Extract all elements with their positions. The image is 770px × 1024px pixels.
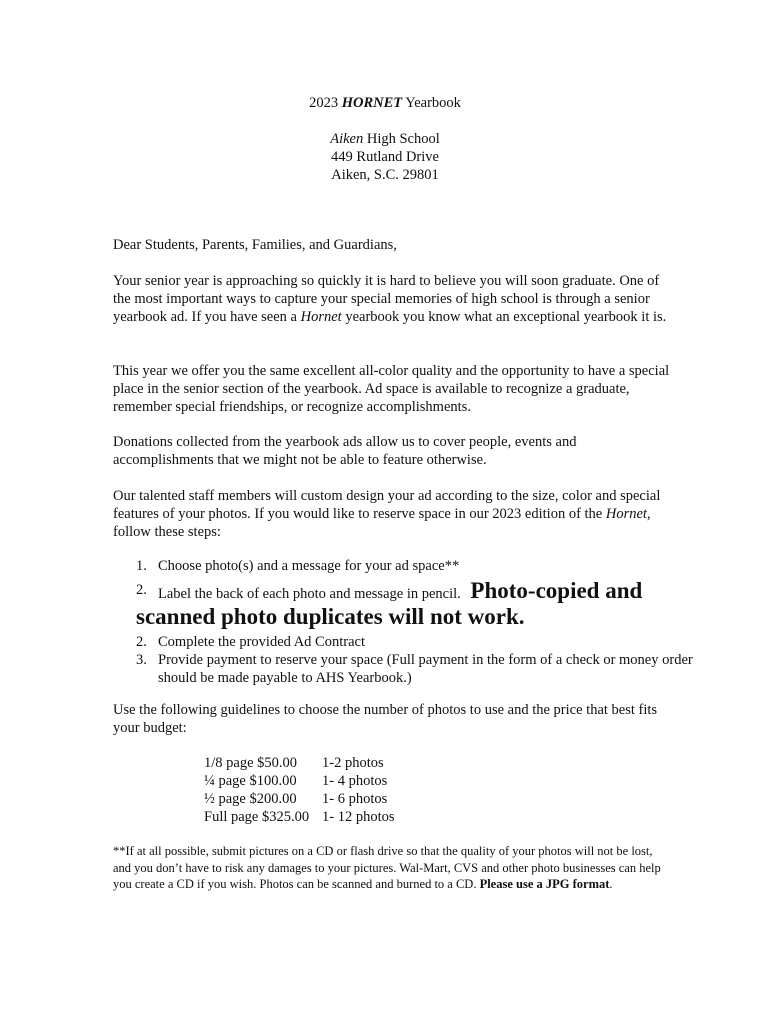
paragraph-staff <box>113 487 673 541</box>
table-row <box>204 772 395 790</box>
list-item <box>136 651 696 687</box>
price-size: 1/8 page $50.00 <box>204 755 298 771</box>
p4-text-a: Our talented staff members will custom design your ad according to the size, color and special features of your photos. If you would like to reserve space in our 2023 edition of the <box>113 488 661 522</box>
paragraph-offer: This year we offer you the same excellent all-color quality and the opportunity to have a special place in the senior section of the yearbook. Ad space is available to recognize a graduate, remember special friendships, or recognize accomplishments. <box>113 363 670 415</box>
table-row <box>204 754 395 772</box>
step-text: Provide payment to reserve your space (Full payment in the form of a check or money order should be made payable to AHS Yearbook.) <box>158 652 693 686</box>
step-number: 1. <box>136 558 147 574</box>
p4-text-b: , follow these steps: <box>113 506 651 540</box>
table-row <box>204 790 395 808</box>
school-name-rest: High School <box>366 131 440 147</box>
salutation: Dear Students, Parents, Families, and Guardians, <box>113 237 397 253</box>
step-emphasis-b: scanned photo duplicates will not work. <box>136 604 525 629</box>
footnote-bold: Please use a JPG format <box>479 877 610 891</box>
paragraph-intro <box>113 272 673 326</box>
step-text: Choose photo(s) and a message for your ad space** <box>158 558 460 574</box>
footnote-text: **If at all possible, submit pictures on a CD or flash drive so that the quality of your photos will not be lost, and you don’t have to risk any damages to your pictures. Wal-Mart, CVS and other photo businesses can help you create a CD if you wish. Photos can be scanned and burned to a CD. <box>113 844 661 891</box>
steps-list <box>136 557 696 687</box>
step-number: 2. <box>136 634 147 650</box>
price-size: Full page $325.00 <box>204 809 310 825</box>
step-number: 2. <box>136 582 147 598</box>
list-item <box>136 577 696 604</box>
price-photos: 1- 12 photos <box>322 809 395 825</box>
pricing-table <box>204 754 395 826</box>
step-emphasis-a: Photo-copied and <box>470 578 643 603</box>
p4-italic: Hornet <box>605 506 647 522</box>
p1-text-a: Your senior year is approaching so quickly it is hard to believe you will soon graduate. One of the most important ways to capture your special memories of high school is through a senior yearbook ad. If you have seen a <box>113 273 660 325</box>
yearbook-title <box>0 94 770 112</box>
school-name-italic: Aiken <box>330 131 364 147</box>
address-line-2: Aiken, S.C. 29801 <box>331 167 439 183</box>
step-text: Label the back of each photo and message in pencil. <box>158 586 461 602</box>
step-text: Complete the provided Ad Contract <box>158 634 365 650</box>
paragraph-donations: Donations collected from the yearbook ads allow us to cover people, events and accomplishments that we might not be able to feature otherwise. <box>113 434 577 468</box>
table-row <box>204 808 395 826</box>
school-name <box>0 130 770 148</box>
title-suffix: Yearbook <box>405 95 461 111</box>
price-size: ½ page $200.00 <box>204 791 297 807</box>
address-line-1: 449 Rutland Drive <box>331 149 439 165</box>
list-item <box>136 557 696 575</box>
p1-italic: Hornet <box>300 309 342 325</box>
step-number: 3. <box>136 652 147 668</box>
title-name: HORNET <box>341 95 403 111</box>
price-photos: 1-2 photos <box>322 755 384 771</box>
footnote-end: . <box>609 877 613 891</box>
list-item <box>136 633 696 651</box>
letterhead <box>0 94 770 184</box>
price-size: ¼ page $100.00 <box>204 773 297 789</box>
paragraph-guidelines: Use the following guidelines to choose the number of photos to use and the price that best fits your budget: <box>113 702 658 736</box>
price-photos: 1- 6 photos <box>322 791 388 807</box>
title-year: 2023 <box>309 95 339 111</box>
price-photos: 1- 4 photos <box>322 773 388 789</box>
footnote <box>113 843 661 893</box>
p1-text-b: yearbook you know what an exceptional yearbook it is. <box>341 309 667 325</box>
